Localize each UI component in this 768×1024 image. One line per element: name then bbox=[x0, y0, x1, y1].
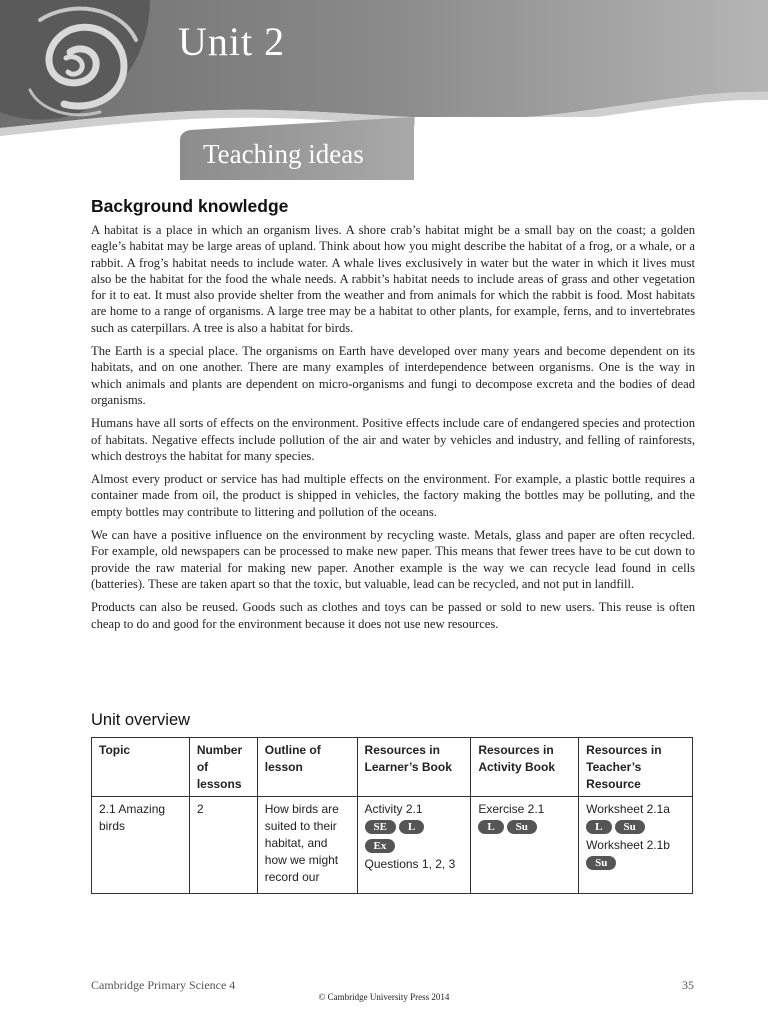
learners-book-cell bbox=[357, 797, 471, 894]
activity-book-cell bbox=[471, 797, 579, 894]
column-header: Resources in Learner’s Book bbox=[357, 738, 471, 797]
paragraph: Almost every product or service has had multiple effects on the environment. For example, a plastic bottle requires a container made from oil, the product is shipped in vehicles, the factory making the bottles may be polluting, and the empty bottles may contribute to littering and pollution of the oceans. bbox=[91, 472, 695, 519]
copyright-notice: © Cambridge University Press 2014 bbox=[318, 992, 450, 1002]
header-banner bbox=[0, 0, 768, 180]
skill-badge: Su bbox=[615, 820, 645, 834]
paragraph: We can have a positive influence on the environment by recycling waste. Metals, glass and paper are often recycled. For example, old newspapers can be processed to make new paper. This means that fewer trees have to be cut down to provide the raw material for making new paper. Another example is the way we can recycle lead found in cells (batteries). These are taken apart so that the toxic, but valuable, lead can be recycled, and not put in landfill. bbox=[91, 528, 695, 591]
background-heading: Background knowledge bbox=[91, 196, 289, 216]
lessons-cell: 2 bbox=[189, 797, 257, 894]
unit-overview-table bbox=[91, 737, 693, 894]
skill-badge: Su bbox=[586, 856, 616, 870]
skill-badge: SE bbox=[365, 820, 396, 834]
column-header: Resources in Teacher’s Resource bbox=[579, 738, 693, 797]
badge-group bbox=[586, 854, 685, 871]
page-number: 35 bbox=[682, 978, 694, 992]
questions-text: Questions 1, 2, 3 bbox=[364, 856, 456, 871]
column-header: Number of lessons bbox=[189, 738, 257, 797]
resource-item: Worksheet 2.1b bbox=[586, 837, 670, 852]
background-text bbox=[91, 222, 695, 639]
skill-badge: Ex bbox=[365, 839, 396, 853]
resource-item: Activity 2.1 bbox=[364, 802, 423, 817]
skill-badge: L bbox=[399, 820, 424, 834]
footer-book-title: Cambridge Primary Science 4 bbox=[91, 978, 236, 992]
skill-badge: Su bbox=[507, 820, 537, 834]
paragraph: Products can also be reused. Goods such as clothes and toys can be passed or sold to new users. This reuse is often cheap to do and good for the environment because it does not use new resources. bbox=[91, 600, 695, 631]
table-header-row bbox=[92, 738, 693, 797]
column-header: Topic bbox=[92, 738, 190, 797]
unit-title: Unit 2 bbox=[178, 19, 286, 64]
badge-group bbox=[365, 818, 464, 835]
column-header: Outline of lesson bbox=[257, 738, 357, 797]
outline-cell: How birds are suited to their habitat, and how we might record our bbox=[257, 797, 357, 894]
resource-item: Worksheet 2.1a bbox=[586, 802, 670, 817]
paragraph: Humans have all sorts of effects on the environment. Positive effects include care of endangered species and protection of habitats. Negative effects include pollution of the air and water by vehicles and industry, and felling of rainforests, which destroys the habitat for many species. bbox=[91, 416, 695, 463]
skill-badge: L bbox=[478, 820, 503, 834]
column-header: Resources in Activity Book bbox=[471, 738, 579, 797]
paragraph: The Earth is a special place. The organisms on Earth have developed over many years and become dependent on its habitats, and on one another. There are many examples of interdependence between organisms. One is the way in which animals and plants are dependent on micro-organisms and fungi to decompose excreta and the bodies of dead organisms. bbox=[91, 344, 695, 407]
skill-badge: L bbox=[586, 820, 611, 834]
resource-item: Exercise 2.1 bbox=[478, 802, 545, 817]
badge-group bbox=[365, 837, 464, 854]
page-header bbox=[0, 0, 768, 180]
badge-group bbox=[478, 818, 571, 835]
paragraph: A habitat is a place in which an organism lives. A shore crab’s habitat might be a small bay on the coast; a golden eagle’s habitat may be large areas of upland. Think about how you might describe the habitat of a frog, or a whale, or a rabbit. A frog’s habitat needs to include water. A whale lives exclusively in water but the water in which it lives must also be the habitat for the food the whale needs. A rabbit’s habitat needs to include areas of grass and other vegetation for it to eat. It must also provide shelter from the weather and from animals for which the rabbit is food. Most habitats are home to a range of organisms. A large tree may be a habitat to other plants, for example, ferns, and to invertebrates such as caterpillars. A tree is also a habitat for birds. bbox=[91, 223, 695, 335]
teachers-resource-cell bbox=[579, 797, 693, 894]
topic-cell: 2.1 Amazing birds bbox=[92, 797, 190, 894]
badge-group bbox=[586, 818, 685, 835]
unit-overview-heading: Unit overview bbox=[91, 711, 191, 729]
teaching-ideas-tab: Teaching ideas bbox=[203, 139, 364, 169]
table-row bbox=[92, 797, 693, 894]
